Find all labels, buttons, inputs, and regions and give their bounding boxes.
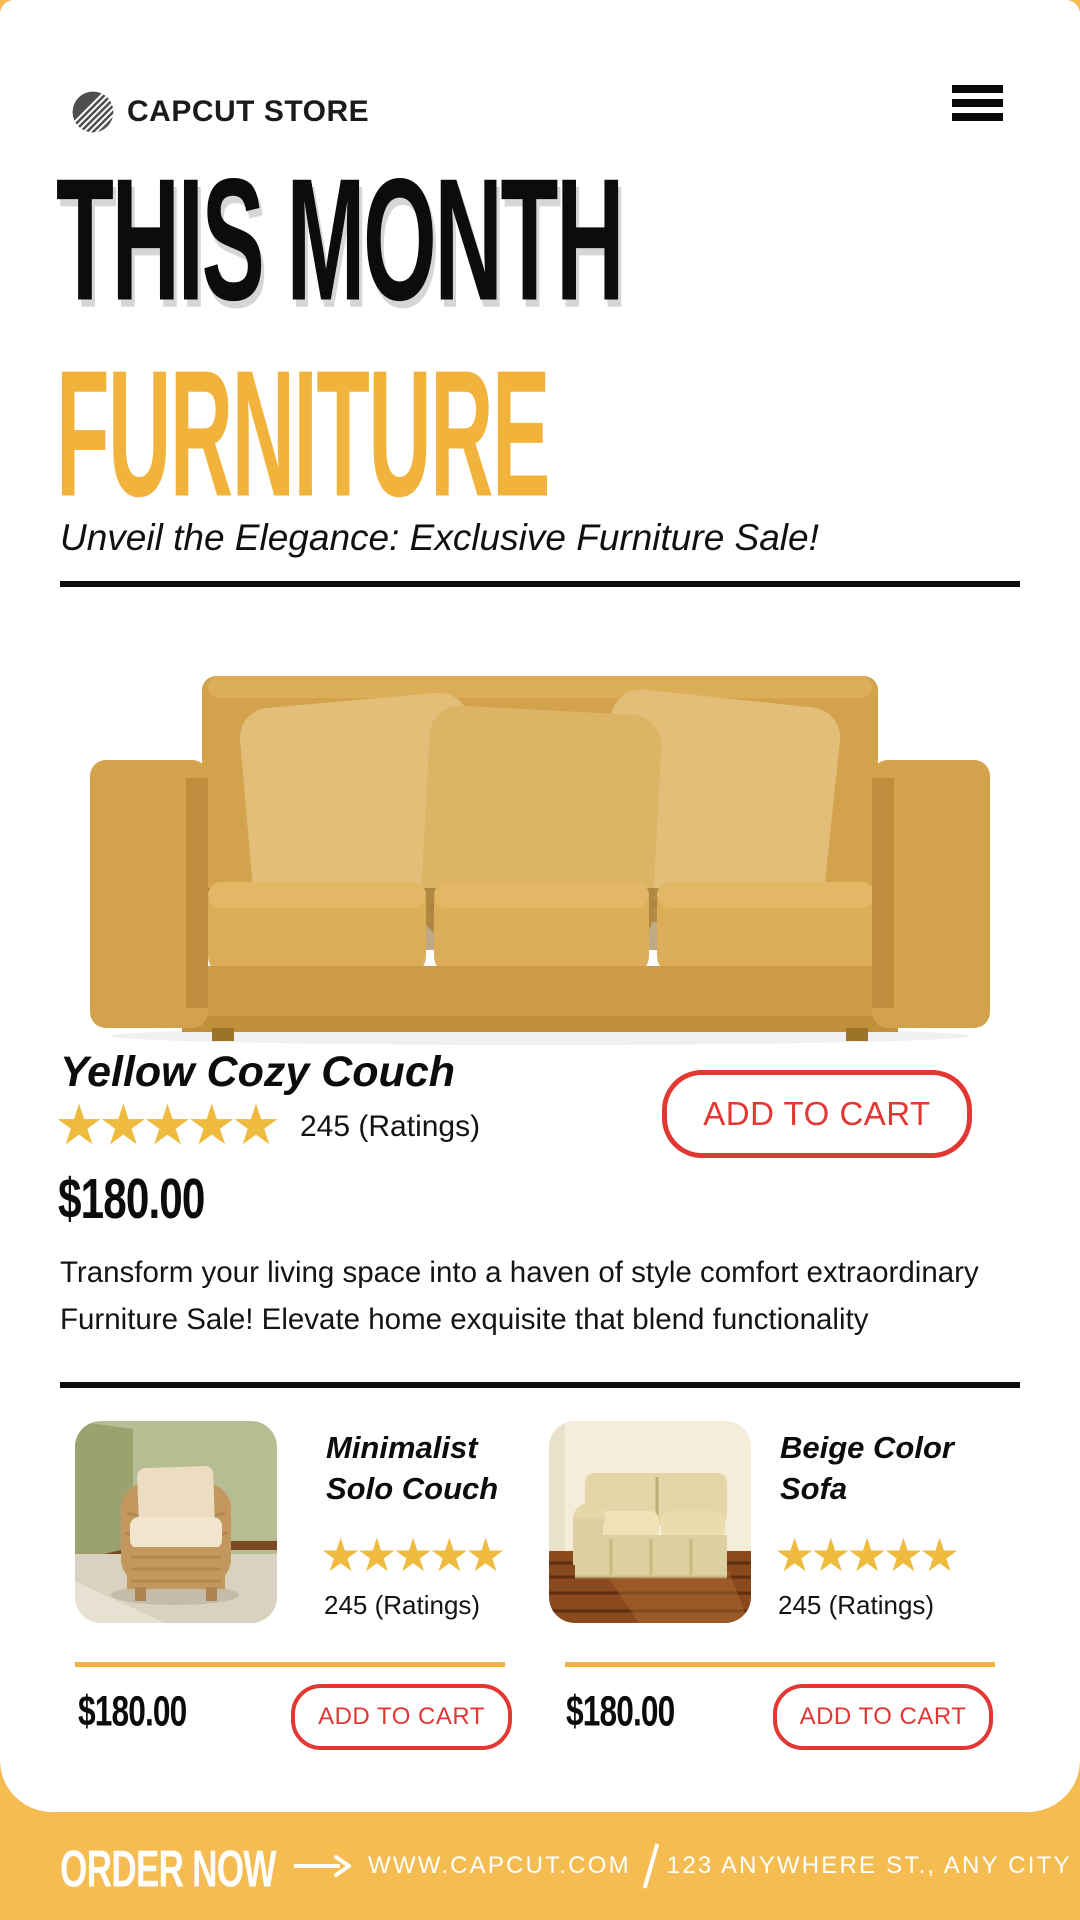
card-divider xyxy=(75,1662,505,1667)
card-price: $180.00 xyxy=(566,1686,675,1735)
brand-name: CAPCUT STORE xyxy=(127,95,370,128)
product-thumbnail[interactable] xyxy=(75,1421,277,1623)
add-to-cart-label: ADD TO CART xyxy=(799,1703,967,1730)
card-rating-stars: ★★★★★ xyxy=(774,1529,956,1581)
arrow-right-icon xyxy=(292,1854,352,1878)
hamburger-bar xyxy=(952,85,1003,93)
headline-accent: FURNITURE xyxy=(56,333,549,535)
card-price: $180.00 xyxy=(78,1686,187,1735)
brand-logo-icon[interactable] xyxy=(72,90,116,134)
add-to-cart-label: ADD TO CART xyxy=(318,1703,485,1730)
card-add-to-cart-button[interactable] xyxy=(773,1684,993,1750)
hamburger-menu-icon[interactable] xyxy=(952,85,1003,127)
hero-couch-image xyxy=(62,610,1018,1048)
product-thumbnail[interactable] xyxy=(549,1421,751,1623)
hamburger-bar xyxy=(952,113,1003,121)
rating-stars: ★★★★★ xyxy=(54,1093,276,1156)
product-price: $180.00 xyxy=(58,1168,205,1231)
add-to-cart-button[interactable] xyxy=(662,1070,972,1158)
add-to-cart-label: ADD TO CART xyxy=(703,1095,931,1132)
hamburger-bar xyxy=(952,99,1003,107)
headline-primary: THIS MONTH xyxy=(56,142,623,338)
rating-count: 245 (Ratings) xyxy=(300,1110,481,1143)
divider xyxy=(60,581,1020,587)
card-rating-count: 245 (Ratings) xyxy=(324,1590,481,1620)
card-title: Beige Color Sofa xyxy=(780,1430,954,1506)
tagline: Unveil the Elegance: Exclusive Furniture Sale! xyxy=(60,517,819,558)
card-rating-count: 245 (Ratings) xyxy=(778,1590,935,1620)
website-link[interactable]: WWW.CAPCUT.COM xyxy=(368,1852,631,1879)
order-now-label: ORDER NOW xyxy=(60,1840,276,1899)
footer xyxy=(0,1812,1080,1920)
card-title: Minimalist Solo Couch xyxy=(326,1430,499,1506)
product-description: Transform your living space into a haven of style comfort extraordinary Furniture Sale! Elevate home exquisite that blend functionality xyxy=(60,1256,979,1336)
card-rating-stars: ★★★★★ xyxy=(320,1529,502,1581)
address-text: 123 ANYWHERE ST., ANY CITY xyxy=(666,1852,1072,1879)
product-title: Yellow Cozy Couch xyxy=(60,1048,455,1096)
card-divider xyxy=(565,1662,995,1667)
slash-divider-icon xyxy=(643,1843,660,1888)
card-add-to-cart-button[interactable] xyxy=(291,1684,512,1750)
section-divider xyxy=(60,1382,1020,1388)
